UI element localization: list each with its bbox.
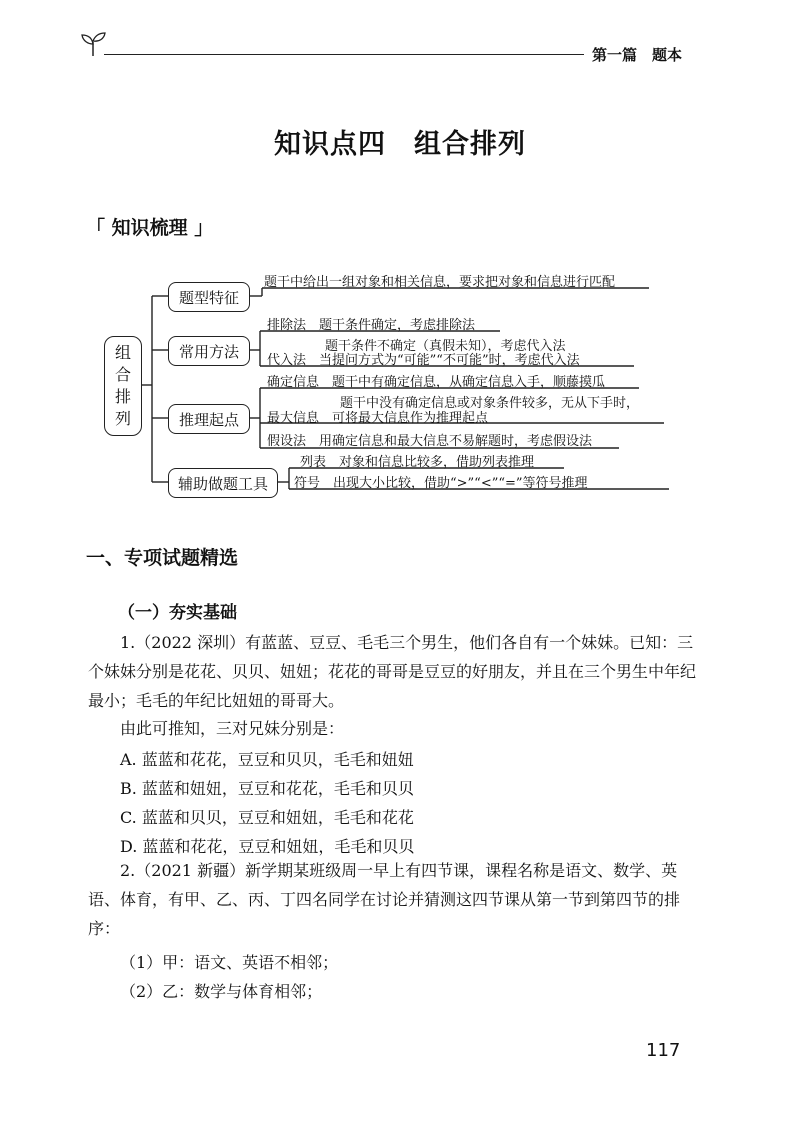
question-1-stem: 1.（2022 深圳）有蓝蓝、豆豆、毛毛三个男生，他们各自有一个妹妹。已知：三个妹妹分别是花花、贝贝、妞妞；花花的哥哥是豆豆的好朋友，并且在三个男生中年纪最小；毛毛的年纪比妞妞的哥哥大。 bbox=[88, 633, 697, 710]
root-char: 组 bbox=[114, 343, 131, 362]
leaf-table: 列表 对象和信息比较多，借助列表推理 bbox=[300, 455, 535, 470]
question-2-stem: 2.（2021 新疆）新学期某班级周一早上有四节课，课程名称是语文、数学、英语、体育，有甲、乙、丙、丁四名同学在讨论并猜测这四节课从第一节到第四节的排序： bbox=[88, 861, 681, 938]
leaf-assumption: 假设法 用确定信息和最大信息不易解题时，考虑假设法 bbox=[267, 434, 593, 449]
question-2-condition-2: （2）乙：数学与体育相邻； bbox=[120, 982, 323, 1001]
question-1-option-b: B. 蓝蓝和妞妞，豆豆和花花，毛毛和贝贝 bbox=[120, 779, 414, 798]
page-number: 117 bbox=[646, 1040, 681, 1061]
leaf-exclusion: 排除法 题干条件确定，考虑排除法 bbox=[267, 318, 476, 333]
page-title: 知识点四 组合排列 bbox=[274, 129, 526, 160]
mind-map bbox=[104, 268, 684, 503]
section-tag: 「 知识梳理 」 bbox=[86, 217, 214, 239]
leaf-question-type: 题干中给出一组对象和相关信息，要求把对象和信息进行匹配 bbox=[264, 275, 616, 290]
root-char: 排 bbox=[114, 387, 131, 406]
header-rule bbox=[104, 54, 584, 55]
category-common-methods: 常用方法 bbox=[168, 336, 250, 366]
leaf-substitution: 代入法 当提问方式为“可能”“不可能”时，考虑代入法 bbox=[267, 353, 580, 368]
leaf-max-info-note: 题干中没有确定信息或对象条件较多，无从下手时， bbox=[340, 396, 640, 411]
leaf-substitution-note: 题干条件不确定（真假未知），考虑代入法 bbox=[325, 339, 566, 354]
category-reasoning-start: 推理起点 bbox=[168, 404, 250, 434]
leaf-max-info: 最大信息 可将最大信息作为推理起点 bbox=[267, 411, 489, 426]
leaf-symbols: 符号 出现大小比较，借助“>”“<”“=”等符号推理 bbox=[294, 476, 588, 491]
leaf-definite-info: 确定信息 题干中有确定信息，从确定信息入手，顺藤摸瓜 bbox=[267, 375, 606, 390]
subsection-heading: （一）夯实基础 bbox=[118, 603, 237, 623]
root-char: 列 bbox=[114, 409, 131, 428]
category-aux-tools: 辅助做题工具 bbox=[168, 468, 278, 498]
root-char: 合 bbox=[114, 365, 131, 384]
question-1-option-a: A. 蓝蓝和花花，豆豆和贝贝，毛毛和妞妞 bbox=[120, 750, 414, 769]
question-1-option-d: D. 蓝蓝和花花，豆豆和妞妞，毛毛和贝贝 bbox=[120, 837, 415, 856]
mind-map-root bbox=[104, 336, 142, 436]
question-2-condition-1: （1）甲：语文、英语不相邻； bbox=[120, 953, 339, 972]
question-1-prompt: 由此可推知，三对兄妹分别是： bbox=[120, 719, 345, 738]
question-1-option-c: C. 蓝蓝和贝贝，豆豆和妞妞，毛毛和花花 bbox=[120, 808, 414, 827]
header-section-label: 第一篇 题本 bbox=[592, 46, 683, 64]
section-heading: 一、专项试题精选 bbox=[86, 547, 239, 569]
category-question-type: 题型特征 bbox=[168, 282, 250, 312]
